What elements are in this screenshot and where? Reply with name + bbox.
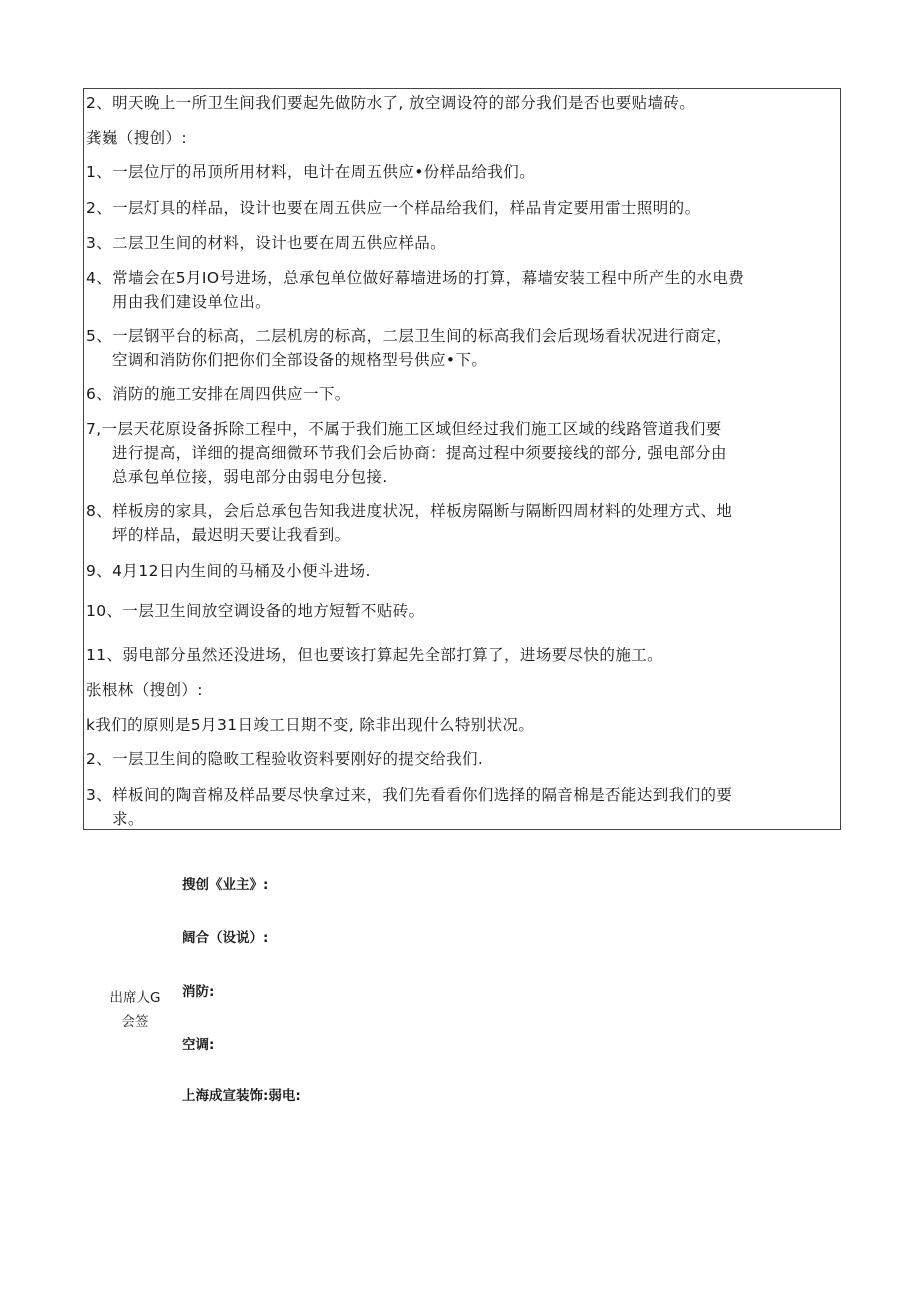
hvac-signature-label: 空调: bbox=[182, 1037, 215, 1053]
minutes-line: 3、样板间的陶音棉及样品要尽快拿过来，我们先看看你们选择的隔音棉是否能达到我们的要 bbox=[86, 786, 733, 804]
minutes-line-continued: 用由我们建设单位出。 bbox=[112, 293, 272, 311]
fire-signature-label: 消防: bbox=[182, 984, 215, 1000]
minutes-line: 3、二层卫生间的材料，设计也要在周五供应样品。 bbox=[86, 234, 447, 252]
minutes-line: 8、样板房的家具，会后总承包告知我进度状况，样板房隔断与隔断四周材料的处理方式、地 bbox=[86, 502, 733, 520]
owner-signature-label: 搜创《业主》: bbox=[182, 877, 269, 893]
minutes-line: 5、一层钢平台的标高，二层机房的标高，二层卫生间的标高我们会后现场看状况进行商定， bbox=[86, 327, 733, 345]
minutes-line: k我们的原则是5月31日竣工日期不变, 除非出现什么特别状况。 bbox=[86, 716, 535, 734]
attendees-label: 出席人G bbox=[109, 990, 161, 1006]
minutes-line: 6、消防的施工安排在周四供应一下。 bbox=[86, 385, 351, 403]
minutes-line: 7,一层天花原设备拆除工程中，不属于我们施工区域但经过我们施工区域的线路管道我们要 bbox=[86, 420, 722, 438]
weak-current-signature-label: 上海成宣装饰:弱电: bbox=[182, 1088, 301, 1104]
minutes-line: 10、一层卫生间放空调设备的地方短暂不贴砖。 bbox=[86, 602, 425, 620]
minutes-line: 11、弱电部分虽然还没进场，但也要该打算起先全部打算了，进场要尽快的施工。 bbox=[86, 646, 664, 664]
minutes-line-continued: 空调和消防你们把你们全部设备的规格型号供应•下。 bbox=[112, 351, 488, 369]
minutes-line-continued: 进行提高，详细的提高细微环节我们会后协商：提高过程中须要接线的部分, 强电部分由 bbox=[112, 444, 727, 462]
minutes-line: 2、明天晚上一所卫生间我们要起先做防水了, 放空调设符的部分我们是否也要贴墙砖。 bbox=[86, 94, 696, 112]
minutes-line: 2、一层卫生间的隐畋工程验收资料要刚好的提交给我们. bbox=[86, 750, 484, 768]
minutes-line: 2、一层灯具的样品，设计也要在周五供应一个样品给我们，样品肯定要用雷士照明的。 bbox=[86, 199, 701, 217]
countersign-label: 会签 bbox=[121, 1014, 149, 1030]
minutes-line: 4、常墙会在5月IO号进场，总承包单位做好幕墙进场的打算，幕墙安装工程中所产生的水电费 bbox=[86, 269, 745, 287]
minutes-line-continued: 总承包单位接，弱电部分由弱电分包接. bbox=[112, 468, 388, 486]
speaker-heading: 龚巍（搜创）: bbox=[86, 129, 188, 147]
design-signature-label: 阔合（设说）: bbox=[182, 930, 269, 946]
minutes-line: 9、4月12日内生间的马桶及小便斗进场. bbox=[86, 562, 371, 580]
minutes-line-continued: 求。 bbox=[112, 810, 144, 828]
minutes-line-continued: 坪的样品，最迟明天要让我看到。 bbox=[112, 526, 351, 544]
minutes-line: 1、一层位厅的吊顶所用材料，电计在周五供应•份样品给我们。 bbox=[86, 163, 536, 181]
speaker-heading: 张根林（搜创）: bbox=[86, 681, 203, 699]
